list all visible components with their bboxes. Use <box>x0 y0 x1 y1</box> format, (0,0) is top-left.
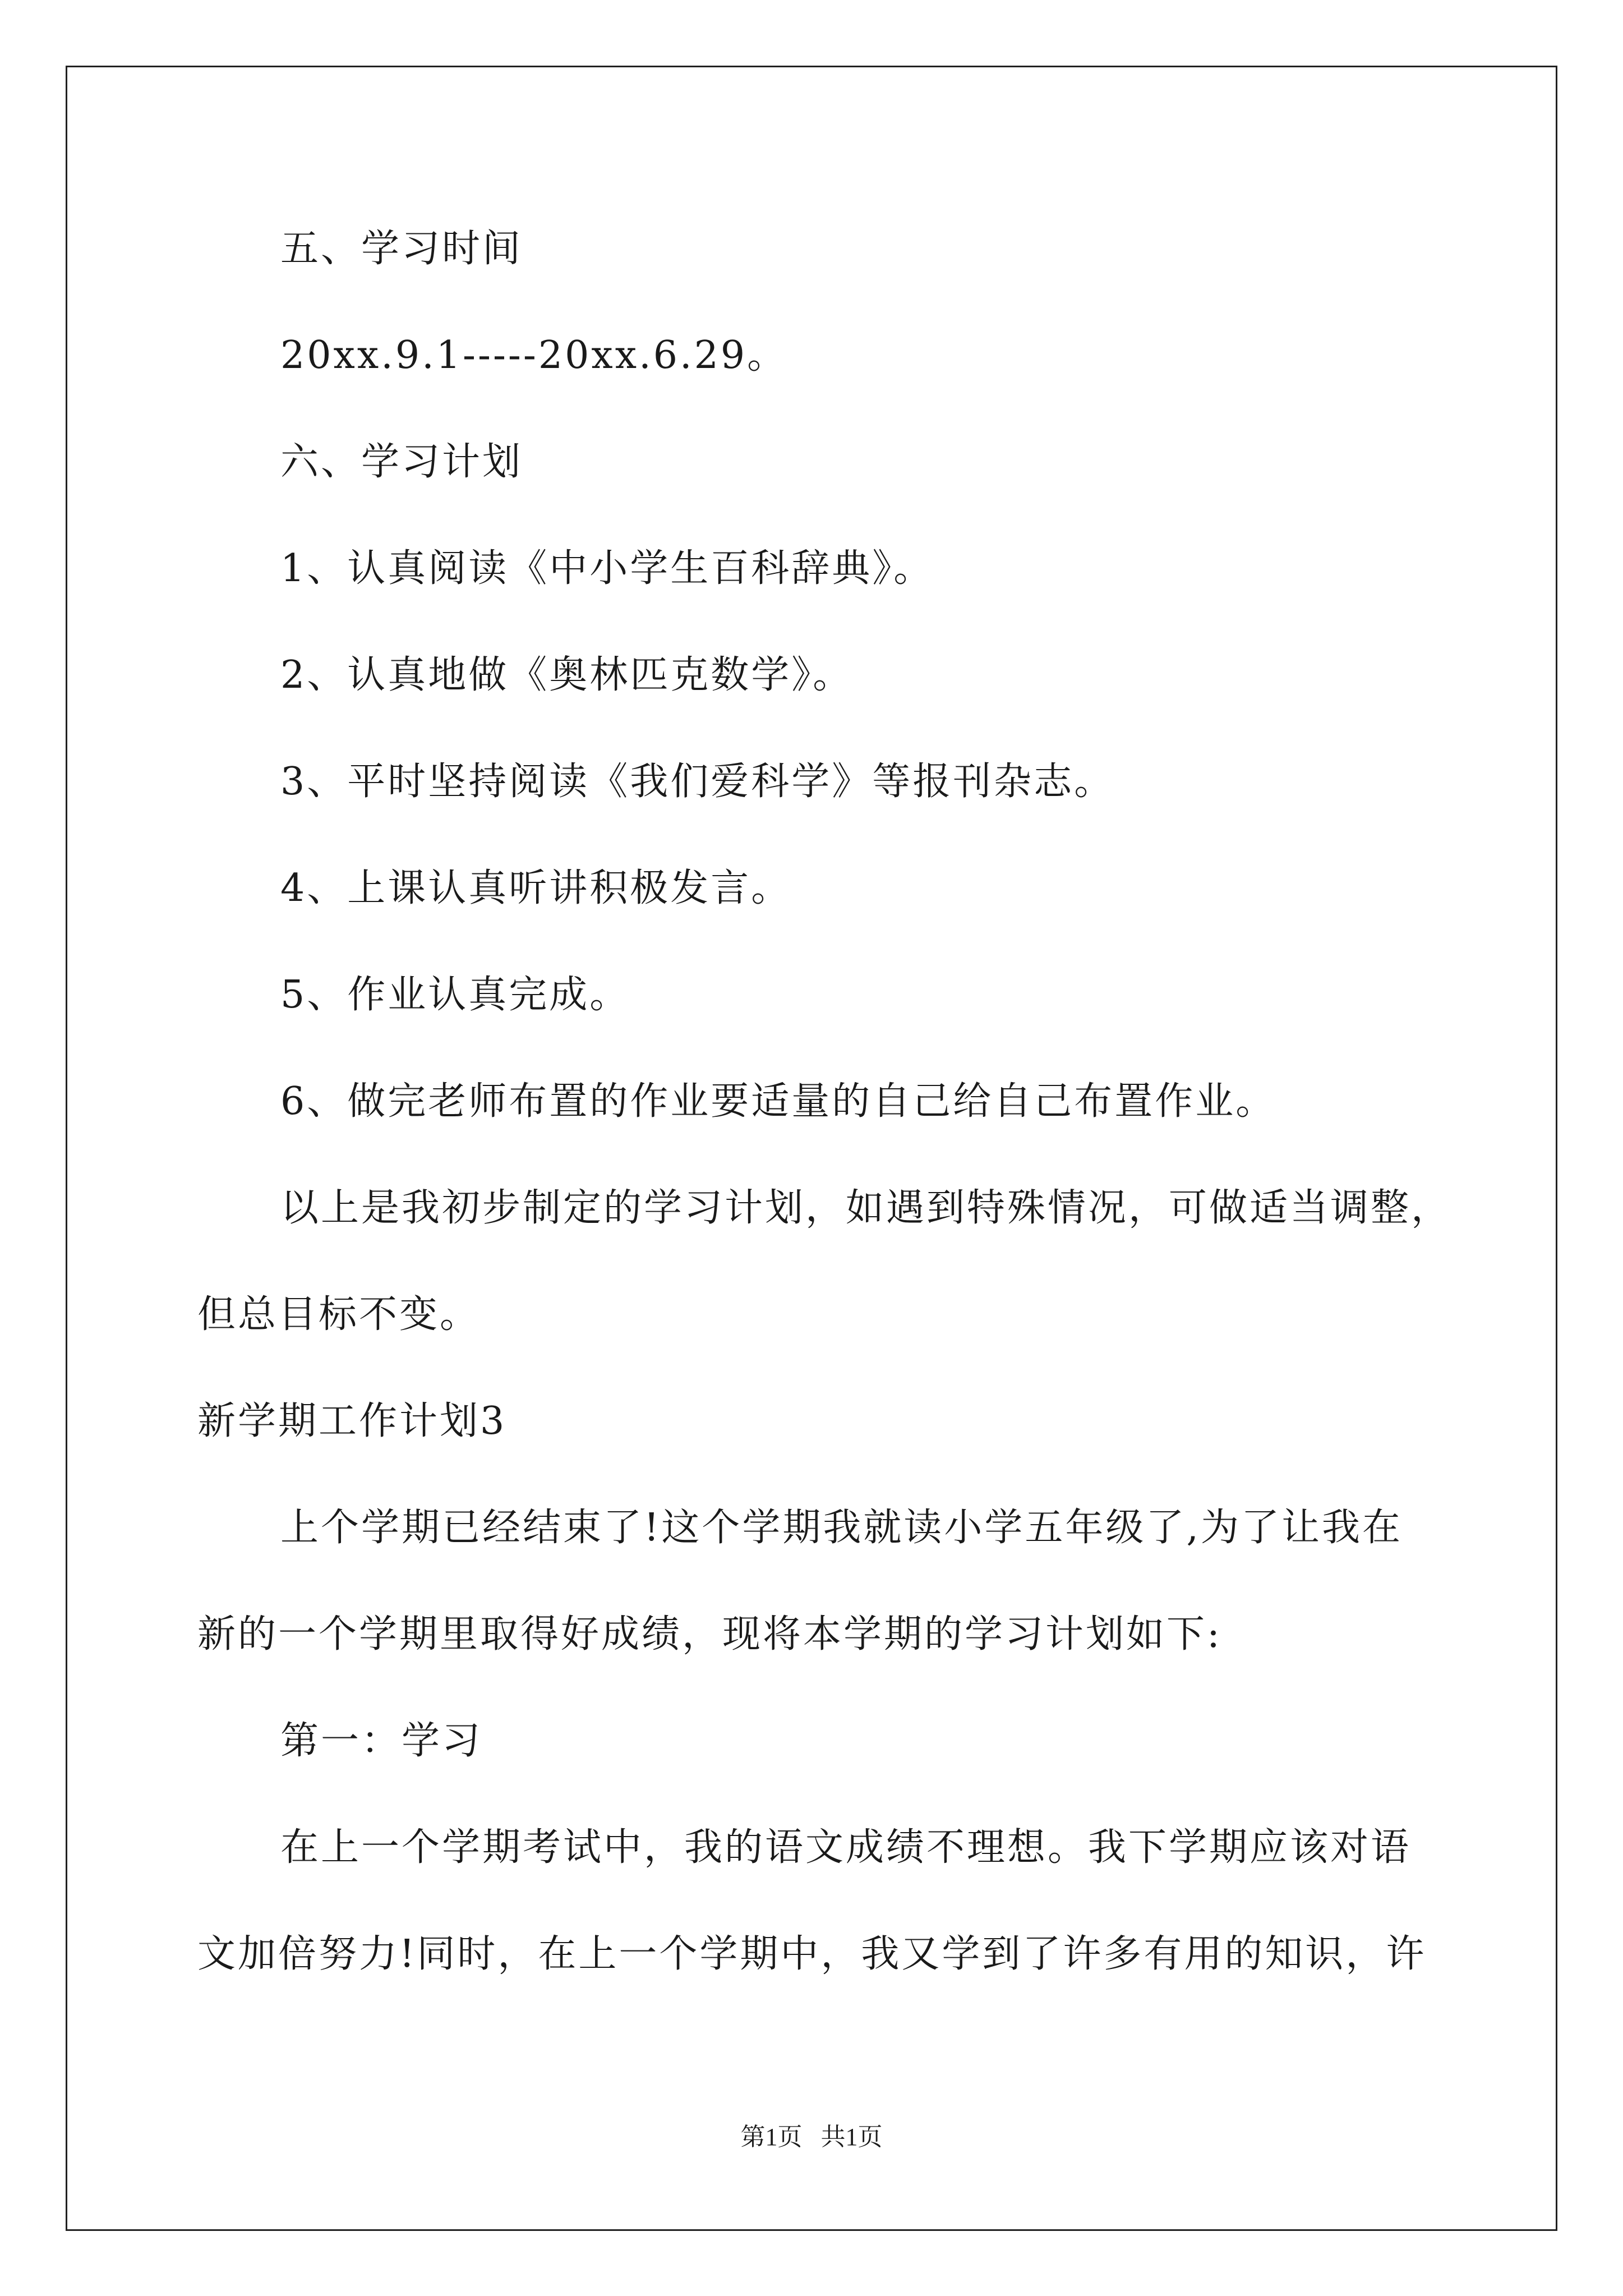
plan-item-1: 1、认真阅读《中小学生百科辞典》。 <box>280 546 934 591</box>
page-border <box>66 66 1557 2231</box>
study-time-range: 20xx.9.1-----20xx.6.29。 <box>280 333 788 378</box>
section-heading-study-plan: 六、学习计划 <box>280 440 523 484</box>
section-heading-study-time: 五、学习时间 <box>280 227 523 271</box>
summary-paragraph-line-2: 但总目标不变。 <box>197 1292 481 1337</box>
intro-paragraph-line-2: 新的一个学期里取得好成绩，现将本学期的学习计划如下: <box>197 1612 1222 1657</box>
plan-item-3: 3、平时坚持阅读《我们爱科学》等报刊杂志。 <box>280 760 1115 804</box>
plan-item-2: 2、认真地做《奥林匹克数学》。 <box>280 653 854 697</box>
page-number-footer: 第1页 共1页 <box>740 2123 883 2151</box>
section-heading-first-study: 第一：学习 <box>280 1719 483 1763</box>
study-paragraph-line-1: 在上一个学期考试中，我的语文成绩不理想。我下学期应该对语 <box>280 1825 1412 1870</box>
intro-paragraph-line-1: 上个学期已经结束了!这个学期我就读小学五年级了,为了让我在 <box>280 1506 1403 1550</box>
plan-item-6: 6、做完老师布置的作业要适量的自己给自己布置作业。 <box>280 1079 1276 1124</box>
plan-item-4: 4、上课认真听讲积极发言。 <box>280 866 792 910</box>
summary-paragraph-line-1: 以上是我初步制定的学习计划，如遇到特殊情况，可做适当调整， <box>280 1186 1452 1230</box>
study-paragraph-line-2: 文加倍努力!同时，在上一个学期中，我又学到了许多有用的知识，许 <box>197 1932 1427 1976</box>
plan-item-5: 5、作业认真完成。 <box>280 973 630 1017</box>
article-title: 新学期工作计划3 <box>197 1399 507 1443</box>
